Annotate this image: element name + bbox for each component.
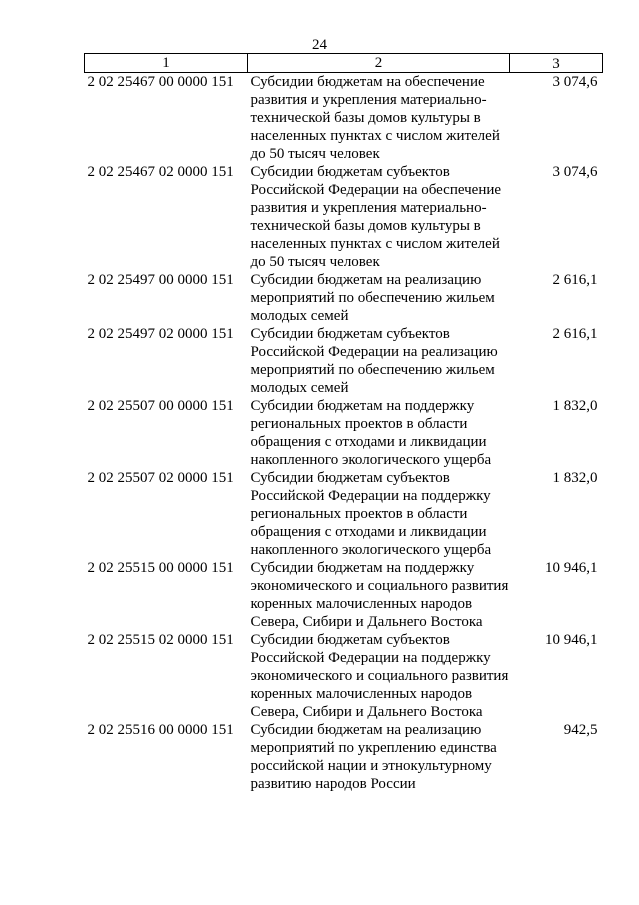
budget-name: Субсидии бюджетам субъектов Российской Федерации на поддержку экономического и социального развития коренных малочисленных народов Севера, Сибири и Дальнего Востока bbox=[250, 632, 509, 720]
budget-code: 2 02 25497 00 0000 151 bbox=[87, 272, 234, 288]
column-header-1: 1 bbox=[85, 54, 248, 73]
budget-name: Субсидии бюджетам субъектов Российской Федерации на реализацию мероприятий по обеспечению жильем молодых семей bbox=[250, 326, 498, 396]
table-row bbox=[85, 325, 603, 397]
budget-name: Субсидии бюджетам субъектов Российской Федерации на обеспечение развития и укрепления материально-технической базы домов культуры в населенных пунктах с числом жителей до 50 тысяч человек bbox=[250, 164, 502, 270]
budget-name: Субсидии бюджетам на поддержку региональных проектов в области обращения с отходами и ликвидации накопленного экологического ущерба bbox=[250, 398, 492, 468]
budget-name: Субсидии бюджетам на реализацию мероприятий по обеспечению жильем молодых семей bbox=[250, 272, 495, 324]
budget-code: 2 02 25467 02 0000 151 bbox=[87, 164, 234, 180]
table-row bbox=[85, 397, 603, 469]
table-row bbox=[85, 631, 603, 721]
budget-name: Субсидии бюджетам на обеспечение развития и укрепления материально-технической базы домов культуры в населенных пунктах с числом жителей до 50 тысяч человек bbox=[250, 74, 500, 162]
budget-name: Субсидии бюджетам на реализацию мероприятий по укреплению единства российской нации и этнокультурному развитию народов России bbox=[250, 722, 497, 792]
budget-amount: 942,5 bbox=[563, 722, 598, 738]
table-row bbox=[85, 271, 603, 325]
budget-code: 2 02 25516 00 0000 151 bbox=[87, 722, 234, 738]
budget-code: 2 02 25515 02 0000 151 bbox=[87, 632, 234, 648]
budget-amount: 1 832,0 bbox=[552, 398, 598, 414]
budget-name: Субсидии бюджетам субъектов Российской Федерации на поддержку региональных проектов в области обращения с отходами и ликвидации накопленного экологического ущерба bbox=[250, 470, 492, 558]
budget-amount: 10 946,1 bbox=[545, 632, 598, 648]
budget-amount: 2 616,1 bbox=[552, 272, 598, 288]
table-row bbox=[85, 559, 603, 631]
budget-amount: 1 832,0 bbox=[552, 470, 598, 486]
budget-amount: 10 946,1 bbox=[545, 560, 598, 576]
column-header-3: 3 bbox=[510, 54, 603, 73]
budget-code: 2 02 25507 00 0000 151 bbox=[87, 398, 234, 414]
header-row bbox=[85, 54, 603, 73]
page-number: 24 bbox=[312, 37, 327, 53]
table-row bbox=[85, 73, 603, 164]
budget-code: 2 02 25507 02 0000 151 bbox=[87, 470, 234, 486]
budget-code: 2 02 25497 02 0000 151 bbox=[87, 326, 234, 342]
table-row bbox=[85, 163, 603, 271]
budget-code: 2 02 25515 00 0000 151 bbox=[87, 560, 234, 576]
budget-name: Субсидии бюджетам на поддержку экономического и социального развития коренных малочисленных народов Севера, Сибири и Дальнего Востока bbox=[250, 560, 509, 630]
table-row bbox=[85, 721, 603, 793]
budget-code: 2 02 25467 00 0000 151 bbox=[87, 74, 234, 90]
column-header-2: 2 bbox=[248, 54, 510, 73]
budget-amount: 3 074,6 bbox=[552, 164, 598, 180]
budget-amount: 3 074,6 bbox=[552, 74, 598, 90]
budget-amount: 2 616,1 bbox=[552, 326, 598, 342]
budget-table bbox=[84, 53, 603, 793]
table-row bbox=[85, 469, 603, 559]
